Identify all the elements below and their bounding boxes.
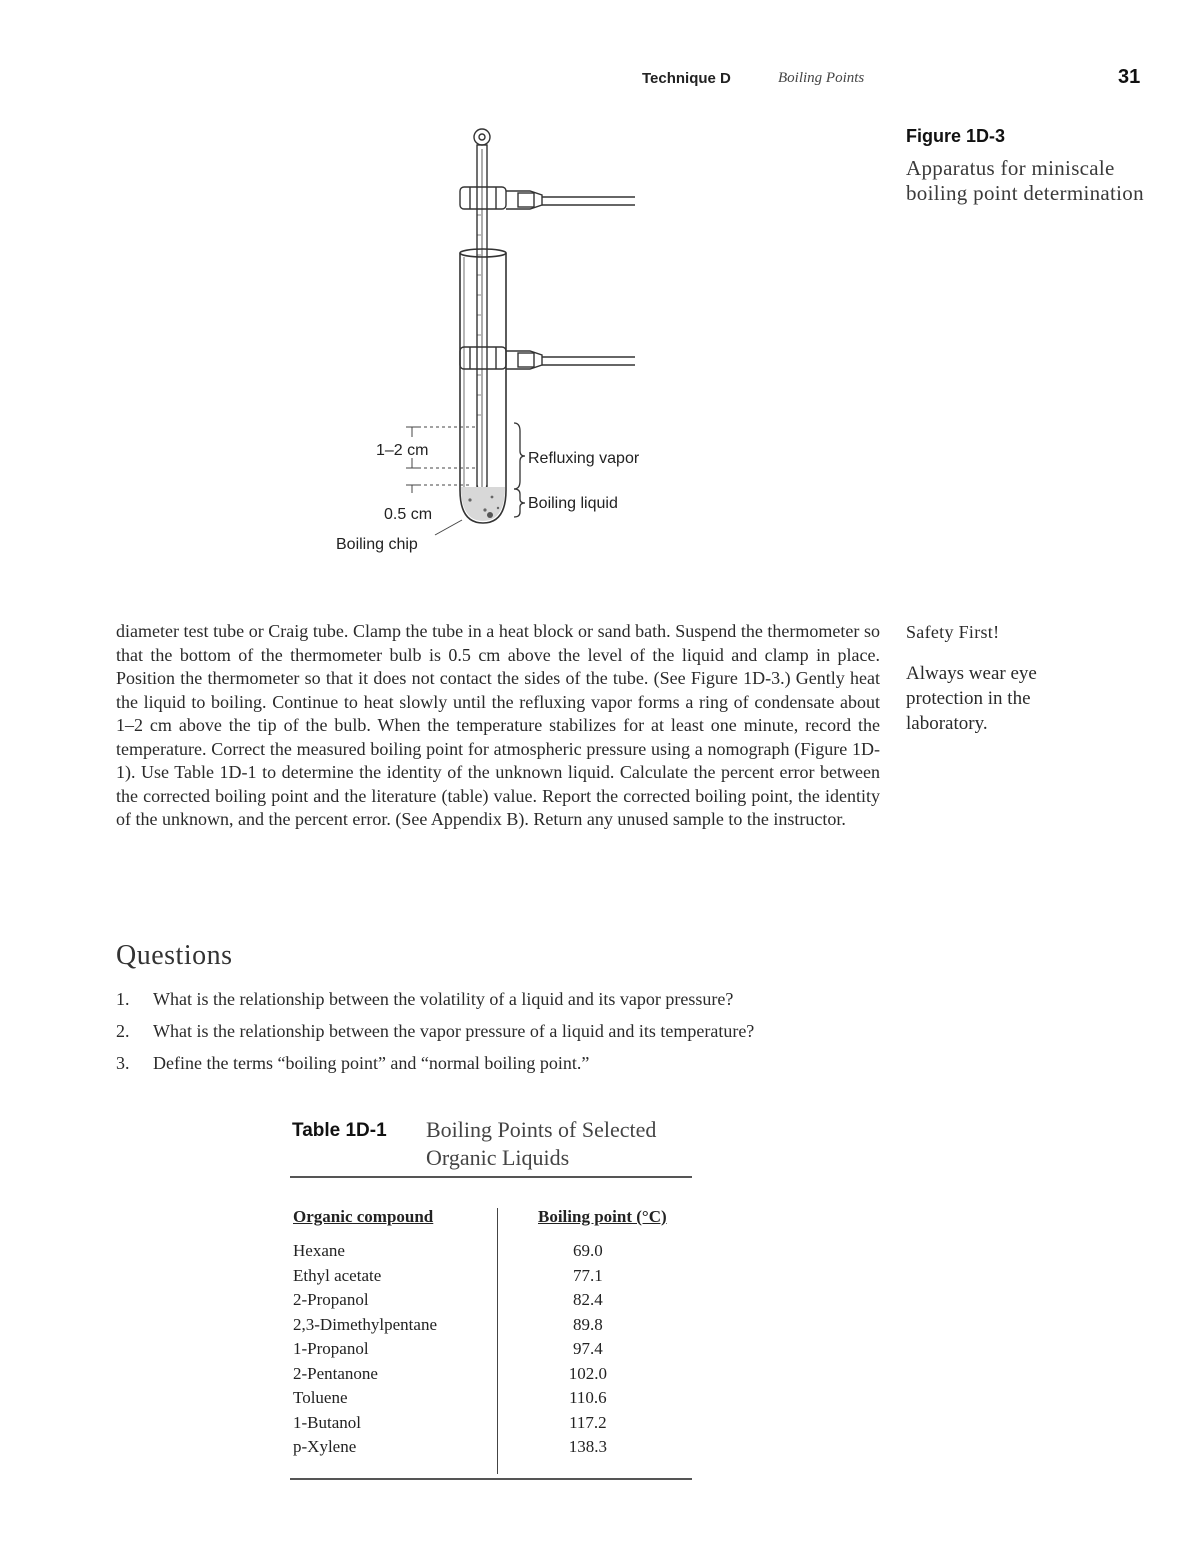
page-number: 31	[1118, 66, 1141, 88]
running-header-title: Boiling Points	[778, 70, 865, 86]
compound-name: Hexane	[293, 1241, 345, 1261]
table-row	[293, 1264, 693, 1289]
boiling-point-value: 117.2	[569, 1412, 607, 1432]
compound-name: 1-Butanol	[293, 1412, 361, 1432]
boiling-point-value: 77.1	[573, 1265, 603, 1285]
table-title: Boiling Points of Selected Organic Liquids	[426, 1117, 657, 1170]
table-label: Table 1D-1	[292, 1120, 387, 1141]
compound-name: 2,3-Dimethylpentane	[293, 1314, 437, 1334]
table-row	[293, 1435, 693, 1460]
figure-caption: Apparatus for miniscale boiling point determination	[906, 156, 1144, 205]
question-item	[116, 1047, 896, 1079]
compound-name: Toluene	[293, 1388, 348, 1408]
question-text: Define the terms “boiling point” and “normal boiling point.”	[153, 1053, 590, 1073]
thermometer	[474, 129, 490, 497]
compound-name: 2-Propanol	[293, 1290, 369, 1310]
upper-clamp	[460, 187, 635, 209]
table-row	[293, 1386, 693, 1411]
refluxing-vapor-label: Refluxing vapor	[528, 450, 640, 467]
body-paragraph: diameter test tube or Craig tube. Clamp the tube in a heat block or sand bath. Suspend the thermometer so that the bottom of the thermometer bulb is 0.5 cm above the level of the liquid and clamp in place. Position the thermometer so that it does not contact the sides of the tube. (See Figure 1D-3.) Gently heat the liquid to boiling. Continue to heat slowly until the refluxing vapor forms a ring of condensate about 1–2 cm above the tip of the bulb. When the temperature stabilizes for at least one minute, record the temperature. Correct the measured boiling point for atmospheric pressure using a nomograph (Figure 1D-1). Use Table 1D-1 to determine the identity of the unknown liquid. Calculate the percent error between the corrected boiling point and the literature (table) value. Report the corrected boiling point, the identity of the unknown, and the percent error. (See Appendix B). Return any unused sample to the instructor.	[116, 621, 880, 829]
compound-name: Ethyl acetate	[293, 1265, 382, 1285]
table-row	[293, 1411, 693, 1436]
figure-label: Figure 1D-3	[906, 126, 1006, 146]
table-header-compound: Organic compound	[293, 1207, 434, 1226]
table-bottom-rule	[290, 1478, 692, 1480]
boiling-point-value: 110.6	[569, 1388, 607, 1408]
question-number: 3.	[116, 1053, 130, 1073]
range-upper-label: 1–2 cm	[376, 442, 429, 459]
boiling-point-value: 89.8	[573, 1314, 603, 1334]
boiling-point-value: 102.0	[568, 1363, 607, 1383]
question-item	[116, 983, 896, 1015]
table-row	[293, 1313, 693, 1338]
lower-clamp	[460, 347, 635, 369]
compound-name: 1-Propanol	[293, 1339, 369, 1359]
apparatus-figure	[320, 125, 680, 565]
test-tube	[460, 249, 506, 523]
question-item	[116, 1015, 896, 1047]
boiling-point-value: 97.4	[573, 1339, 603, 1359]
question-text: What is the relationship between the volatility of a liquid and its vapor pressure?	[153, 989, 734, 1009]
table-top-rule	[290, 1176, 692, 1178]
boiling-chip	[487, 512, 493, 518]
table-row	[293, 1362, 693, 1387]
table-header-boiling-point: Boiling point (°C)	[538, 1207, 667, 1226]
boiling-chip-label: Boiling chip	[336, 536, 418, 553]
safety-text: Always wear eye protection in the laboratory.	[906, 663, 1037, 734]
compound-name: p-Xylene	[293, 1437, 357, 1457]
question-text: What is the relationship between the vapor pressure of a liquid and its temperature?	[153, 1021, 755, 1041]
running-header-section: Technique D	[642, 70, 731, 87]
boiling-liquid-label: Boiling liquid	[528, 495, 618, 512]
range-lower-label: 0.5 cm	[384, 506, 433, 523]
table-row	[293, 1288, 693, 1313]
question-number: 2.	[116, 1021, 130, 1041]
question-number: 1.	[116, 989, 130, 1009]
table-body	[293, 1239, 693, 1460]
boiling-point-value: 82.4	[573, 1290, 603, 1310]
boiling-point-value: 69.0	[573, 1241, 603, 1261]
table-row	[293, 1239, 693, 1264]
questions-heading: Questions	[116, 940, 233, 971]
safety-heading: Safety First!	[906, 622, 1000, 642]
label-brackets	[514, 423, 525, 517]
table-row	[293, 1337, 693, 1362]
questions-list	[116, 983, 896, 1079]
compound-name: 2-Pentanone	[293, 1363, 378, 1383]
boiling-point-value: 138.3	[568, 1437, 607, 1457]
